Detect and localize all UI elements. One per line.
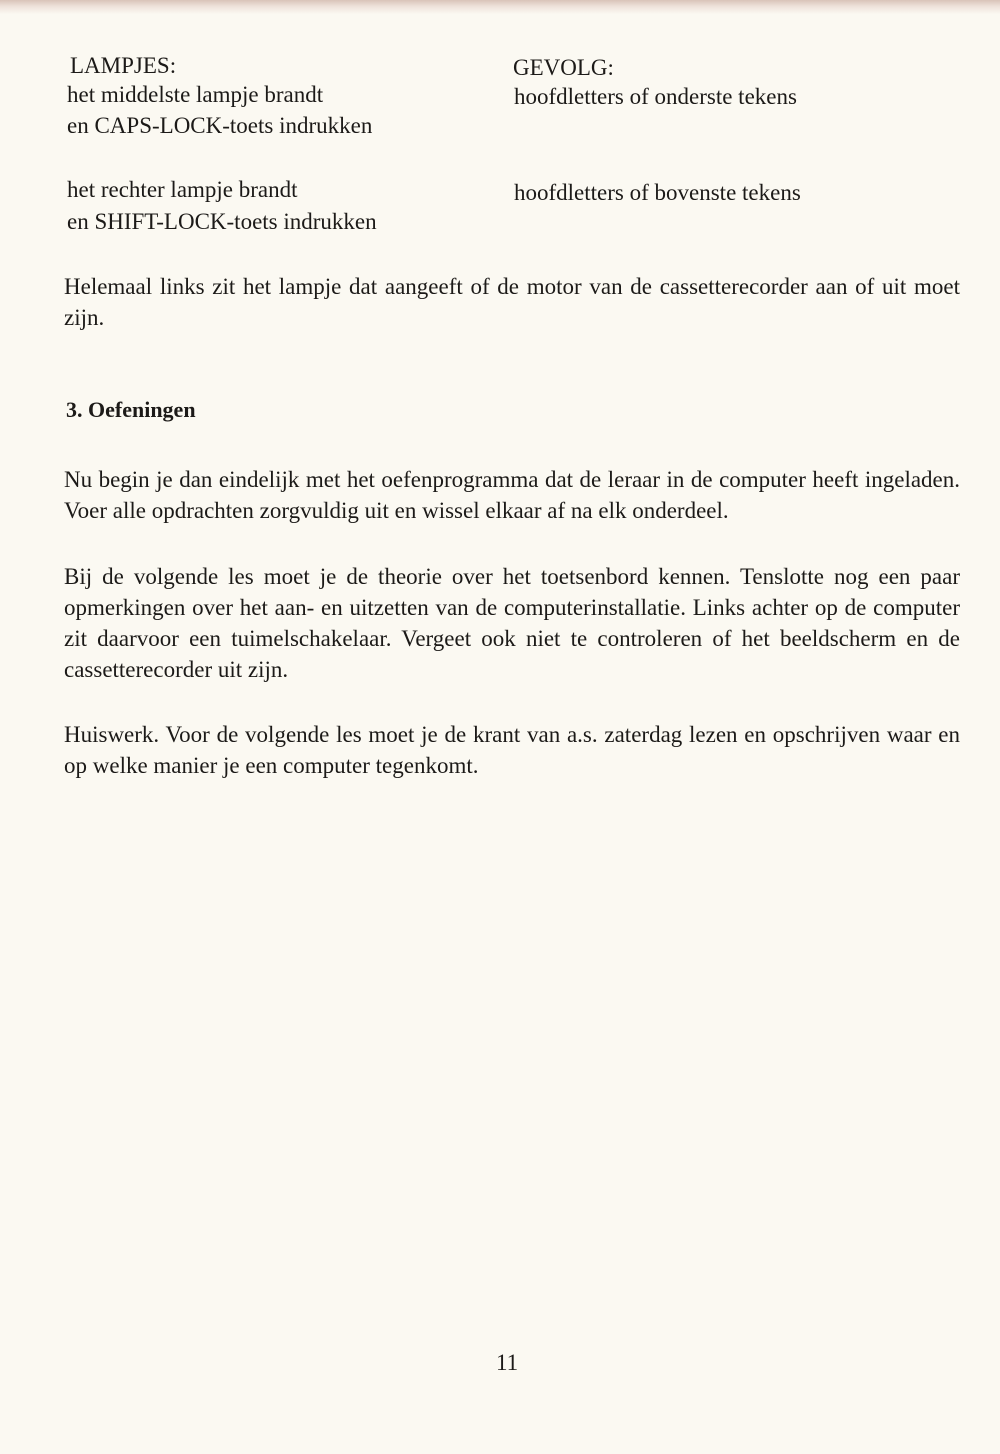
- paragraph-oefenprogramma: Nu begin je dan eindelijk met het oefenprogramma dat de leraar in de computer heeft ingeladen. Voer alle opdrachten zorgvuldig uit en wissel elkaar af na elk onderdeel.: [64, 467, 960, 523]
- row2-right: hoofdletters of bovenste tekens: [514, 180, 801, 205]
- row1-right: hoofdletters of onderste tekens: [514, 84, 797, 109]
- row1-left-line2: en CAPS-LOCK-toets indrukken: [67, 113, 373, 138]
- paragraph-theorie: Bij de volgende les moet je de theorie over het toetsenbord kennen. Tenslotte nog een paar opmerkingen over het aan- en uitzetten van de computerinstallatie. Links achter op de computer zit daarvoor een tuimelschakelaar. Vergeet ook niet te controleren of het beeldscherm en de cassetterecorder uit zijn.: [64, 564, 960, 682]
- row2-left-line2: en SHIFT-LOCK-toets indrukken: [67, 209, 377, 234]
- page-number: 11: [496, 1350, 519, 1375]
- section-heading: 3. Oefeningen: [66, 397, 196, 422]
- table-header-lampjes: LAMPJES:: [70, 53, 177, 78]
- table-header-gevolg: GEVOLG:: [513, 55, 614, 80]
- row1-left-line1: het middelste lampje brandt: [67, 82, 324, 107]
- paragraph-huiswerk: Huiswerk. Voor de volgende les moet je de krant van a.s. zaterdag lezen en opschrijven waar en op welke manier je een computer tegenkomt.: [64, 722, 960, 778]
- intro-paragraph: Helemaal links zit het lampje dat aangeeft of de motor van de cassetterecorder aan of uit moet zijn.: [64, 274, 960, 330]
- row2-left-line1: het rechter lampje brandt: [67, 177, 298, 202]
